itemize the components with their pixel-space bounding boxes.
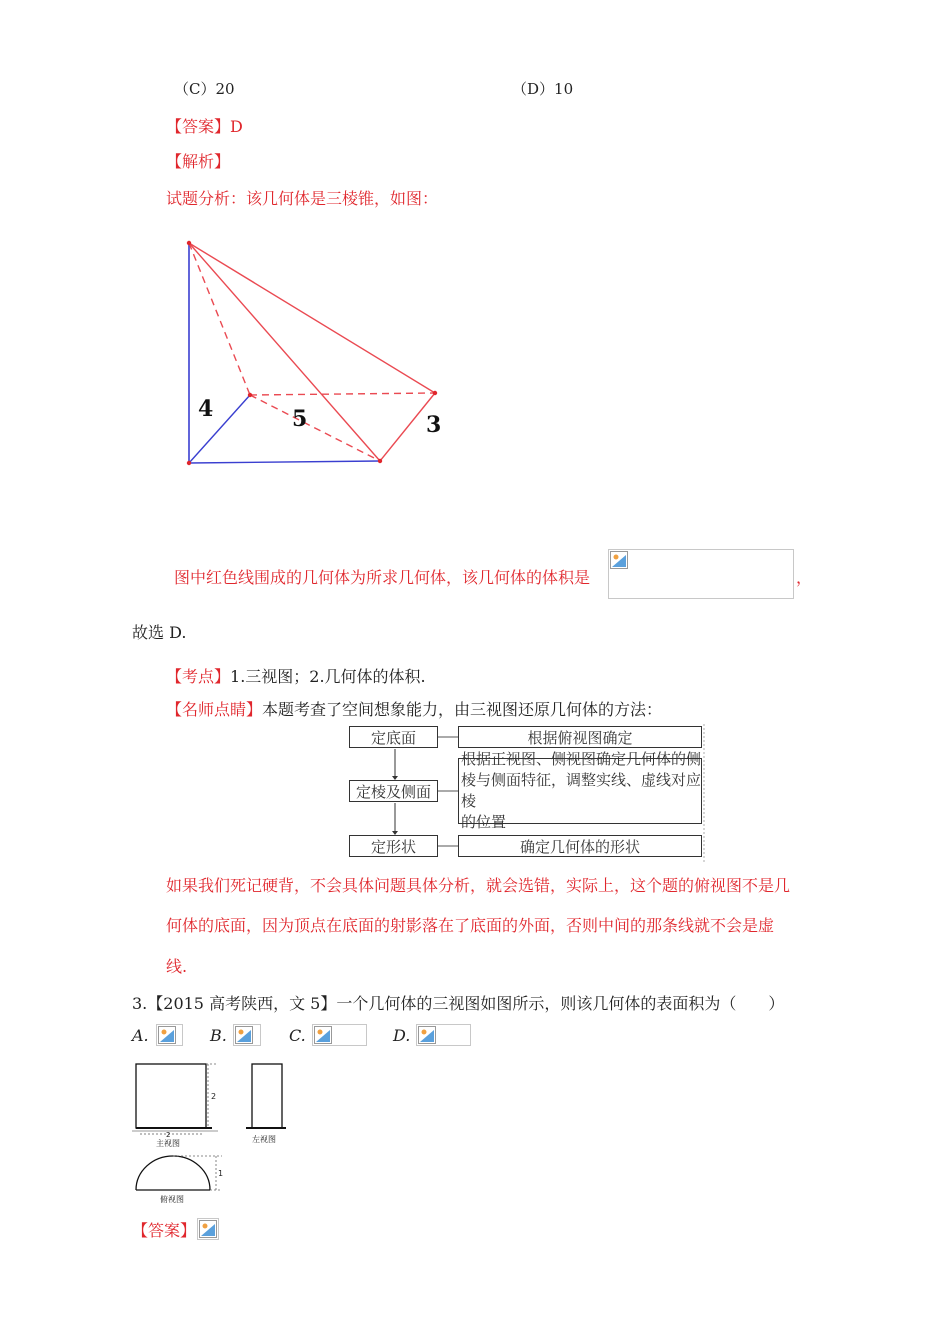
answer2-label: 【答案】 — [132, 1221, 197, 1240]
broken-image-icon — [199, 1220, 217, 1238]
answer-label: 【答案】 — [166, 117, 231, 136]
top-view-dim: 1 — [218, 1169, 224, 1178]
flow-step3-desc: 确定几何体的形状 — [458, 835, 702, 857]
option-d: （D）10 — [512, 80, 574, 98]
vertex — [378, 459, 382, 463]
conclusion-text: 故选 D. — [132, 623, 187, 642]
flow-step2-desc-line: 的位置 — [461, 813, 507, 831]
label-4: 4 — [198, 396, 214, 422]
edge-red-top — [189, 243, 435, 393]
vertex — [248, 393, 252, 397]
left-view-label: 左视图 — [252, 1135, 276, 1144]
volume-text: 图中红色线围成的几何体为所求几何体，该几何体的体积是 — [174, 568, 591, 587]
q3-option-d-label: D. — [393, 1026, 411, 1045]
q3-text: 一个几何体的三视图如图所示，则该几何体的表面积为（ ） — [336, 994, 785, 1013]
edge-red-dash-1 — [189, 243, 250, 395]
q3-option-b-label: B. — [210, 1026, 227, 1045]
analysis-text: 试题分析：该几何体是三棱锥，如图： — [166, 189, 439, 208]
q3-option-a-label: A. — [132, 1026, 149, 1045]
edge-red-dash-2 — [250, 393, 435, 395]
main-view-height-dim: 2 — [211, 1092, 217, 1101]
mingshi-text: 本题考查了空间想象能力，由三视图还原几何体的方法： — [262, 700, 663, 719]
edge-red-front — [189, 243, 380, 461]
left-view-rect — [252, 1064, 282, 1128]
label-5: 5 — [292, 406, 308, 432]
edge-red-dash-3 — [250, 395, 380, 461]
answer2-image — [197, 1218, 219, 1240]
top-view-arc — [136, 1156, 210, 1190]
main-view-label: 主视图 — [156, 1139, 180, 1148]
volume-tail: ， — [796, 568, 813, 587]
vertex — [187, 461, 191, 465]
three-views-figure — [128, 1060, 298, 1210]
q3-option-d-image — [416, 1024, 471, 1046]
q3-option-c-image — [312, 1024, 367, 1046]
mingshi-label: 【名师点睛】 — [166, 700, 263, 719]
kaodian-text: 1.三视图；2.几何体的体积. — [230, 667, 426, 686]
vertex — [187, 241, 191, 245]
answer-line — [166, 114, 243, 137]
broken-image-icon — [235, 1026, 253, 1044]
main-view-rect — [136, 1064, 206, 1128]
explain-line-3: 线. — [166, 957, 188, 976]
formula-image — [608, 549, 794, 599]
flow-connectors — [340, 720, 720, 865]
explain-line-2: 何体的底面，因为顶点在底面的射影落在了底面的外面，否则中间的那条线就不会是虚 — [166, 916, 775, 935]
option-c: （C）20 — [174, 80, 235, 98]
flow-step2-desc-line: 根据正视图、侧视图确定几何体的侧 — [461, 750, 702, 768]
flow-step2-desc-line: 棱与侧面特征，调整实线、虚线对应棱 — [461, 771, 702, 810]
flow-step2: 定棱及侧面 — [349, 780, 438, 802]
broken-image-icon — [158, 1026, 176, 1044]
q3-source: 【2015 高考陕西，文 5】 — [147, 994, 337, 1013]
broken-image-icon — [314, 1026, 332, 1044]
main-view-width-dim: 2 — [166, 1131, 171, 1139]
explain-line-1: 如果我们死记硬背，不会具体问题具体分析，就会选错，实际上，这个题的俯视图不是几 — [166, 876, 791, 895]
label-3: 3 — [426, 412, 442, 438]
kaodian-line — [166, 664, 426, 687]
analysis-label: 【解析】 — [166, 152, 231, 171]
vertex — [433, 391, 437, 395]
answer-value: D — [230, 117, 243, 136]
q3-line — [132, 991, 784, 1014]
top-view-label: 俯视图 — [160, 1195, 184, 1204]
flow-step1-desc: 根据俯视图确定 — [458, 726, 702, 748]
broken-image-icon — [610, 551, 628, 569]
mingshi-line — [166, 697, 662, 720]
q3-option-b-image — [233, 1024, 261, 1046]
q3-number: 3. — [132, 994, 148, 1013]
edge-base-bottom — [189, 461, 380, 463]
pyramid-figure — [160, 230, 460, 480]
q3-option-c-label: C. — [289, 1026, 306, 1045]
flow-step1: 定底面 — [349, 726, 438, 748]
q3-option-a-image — [156, 1024, 183, 1046]
flow-step3: 定形状 — [349, 835, 438, 857]
broken-image-icon — [418, 1026, 436, 1044]
kaodian-label: 【考点】 — [166, 667, 231, 686]
